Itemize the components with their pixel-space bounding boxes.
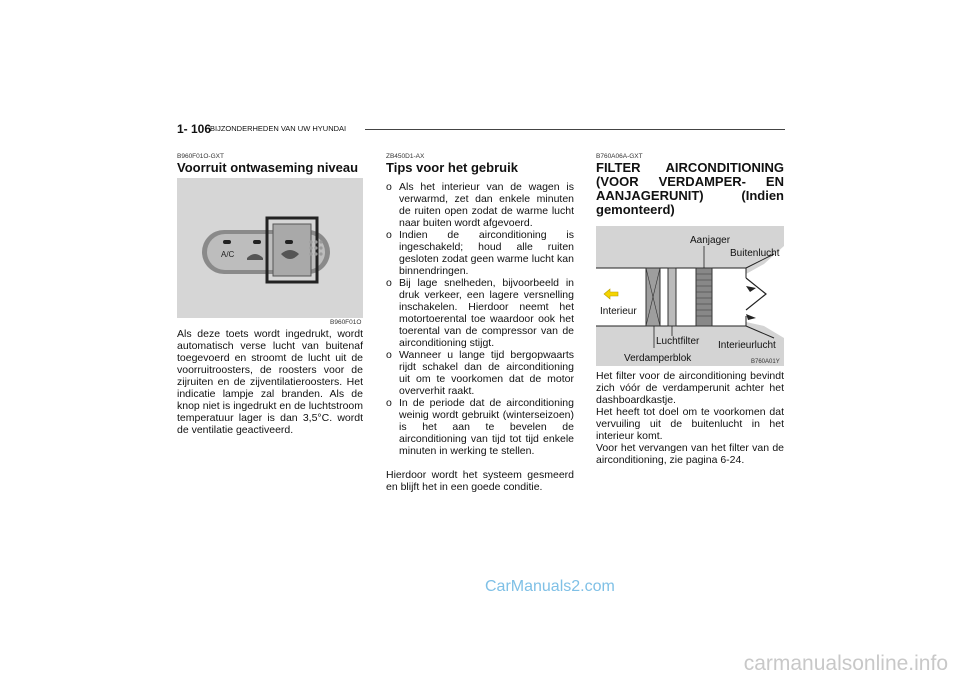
defrost-button-photo <box>177 178 363 318</box>
page-number: 1- 106 <box>177 122 212 136</box>
header-rule <box>365 129 785 130</box>
list-item <box>386 277 574 349</box>
ac-button-label: A/C <box>221 250 235 259</box>
section-heading: FILTER AIRCONDITIONING (VOOR VERDAMPER- EN AANJAGERUNIT) (Indien gemonteerd) <box>596 160 784 217</box>
bullet-marker: o <box>386 277 392 289</box>
filter-diagram <box>596 226 784 366</box>
list-item-text: Bij lage snelheden, bijvoorbeeld in druk verkeer, een lagere versnelling inschakelen. Hierdoor neemt het motortoerental toe waardoor ook het toerental van de compressor van de airconditioning stijgt. <box>399 277 574 349</box>
list-item-text: Wanneer u lange tijd bergopwaarts rijdt schakel dan de airconditioning uit om te voorkomen dat de motor oververhit raakt. <box>399 349 574 397</box>
label-buitenlucht: Buitenlucht <box>730 248 780 259</box>
list-item-text: Als het interieur van de wagen is verwarmd, zet dan enkele minuten de ruiten open zodat de warme lucht naar buiten wordt afgevoerd. <box>399 181 574 229</box>
section-body: Als deze toets wordt ingedrukt, wordt automatisch verse lucht van buitenaf toegevoerd en stroomt de lucht uit de voorruitroosters, de roosters voor de zijruiten en de zijventilatieroosters. Het indicatie lampje zal branden. Als de knop niet is ingedrukt en de luchtstroom temperatuur lager is dan 3,5°C. wordt de ventilatie geactiveerd. <box>177 328 363 436</box>
list-item-text: In de periode dat de airconditioning weinig wordt gebruikt (winterseizoen) is het aan te bevelen de airconditioning van tijd tot tijd enkele minuten in werking te stellen. <box>399 397 574 457</box>
section-code: ZB450D1-AX <box>386 153 425 160</box>
watermark-site[interactable]: carmanualsonline.info <box>743 652 948 675</box>
list-item <box>386 229 574 277</box>
airflow-diagram <box>596 226 784 366</box>
tips-footer: Hierdoor wordt het systeem gesmeerd en blijft het in een goede conditie. <box>386 469 574 493</box>
bullet-marker: o <box>386 181 392 193</box>
section-heading: Voorruit ontwaseming niveau <box>177 160 359 175</box>
paragraph: Voor het vervangen van het filter van de airconditioning, zie pagina 6-24. <box>596 442 784 466</box>
section-heading: Tips voor het gebruik <box>386 160 518 175</box>
paragraph: Het filter voor de airconditioning bevindt zich vóór de verdamperunit achter het dashboardkastje. <box>596 370 784 406</box>
watermark-carmanuals[interactable]: CarManuals2.com <box>485 578 615 595</box>
figure-code: B960F01O <box>330 319 362 326</box>
bullet-marker: o <box>386 397 392 409</box>
label-interieurlucht: Interieurlucht <box>718 340 776 351</box>
list-item <box>386 349 574 397</box>
tips-list <box>386 181 574 457</box>
bullet-marker: o <box>386 229 392 241</box>
label-verdamperblok: Verdamperblok <box>624 353 692 364</box>
section-code: B760A06A-GXT <box>596 153 643 160</box>
section-title: BIJZONDERHEDEN VAN UW HYUNDAI <box>210 124 347 133</box>
section-code: B960F01O-GXT <box>177 153 224 160</box>
bullet-marker: o <box>386 349 392 361</box>
list-item <box>386 397 574 457</box>
list-item-text: Indien de airconditioning is ingeschakeld; houd alle ruiten gesloten zodat geen warme lucht kan binnendringen. <box>399 229 574 277</box>
watermark-bar <box>0 652 960 678</box>
paragraph: Het heeft tot doel om te voorkomen dat vervuiling uit de buitenlucht in het interieur komt. <box>596 406 784 442</box>
tips-list-container <box>386 181 574 493</box>
label-interieur: Interieur <box>600 306 637 317</box>
list-item <box>386 181 574 229</box>
filter-body <box>596 370 784 466</box>
control-panel-illustration <box>177 178 363 318</box>
figure-code: B760A01Y <box>751 359 780 365</box>
label-luchtfilter: Luchtfilter <box>656 336 700 347</box>
label-aanjager: Aanjager <box>690 235 731 246</box>
